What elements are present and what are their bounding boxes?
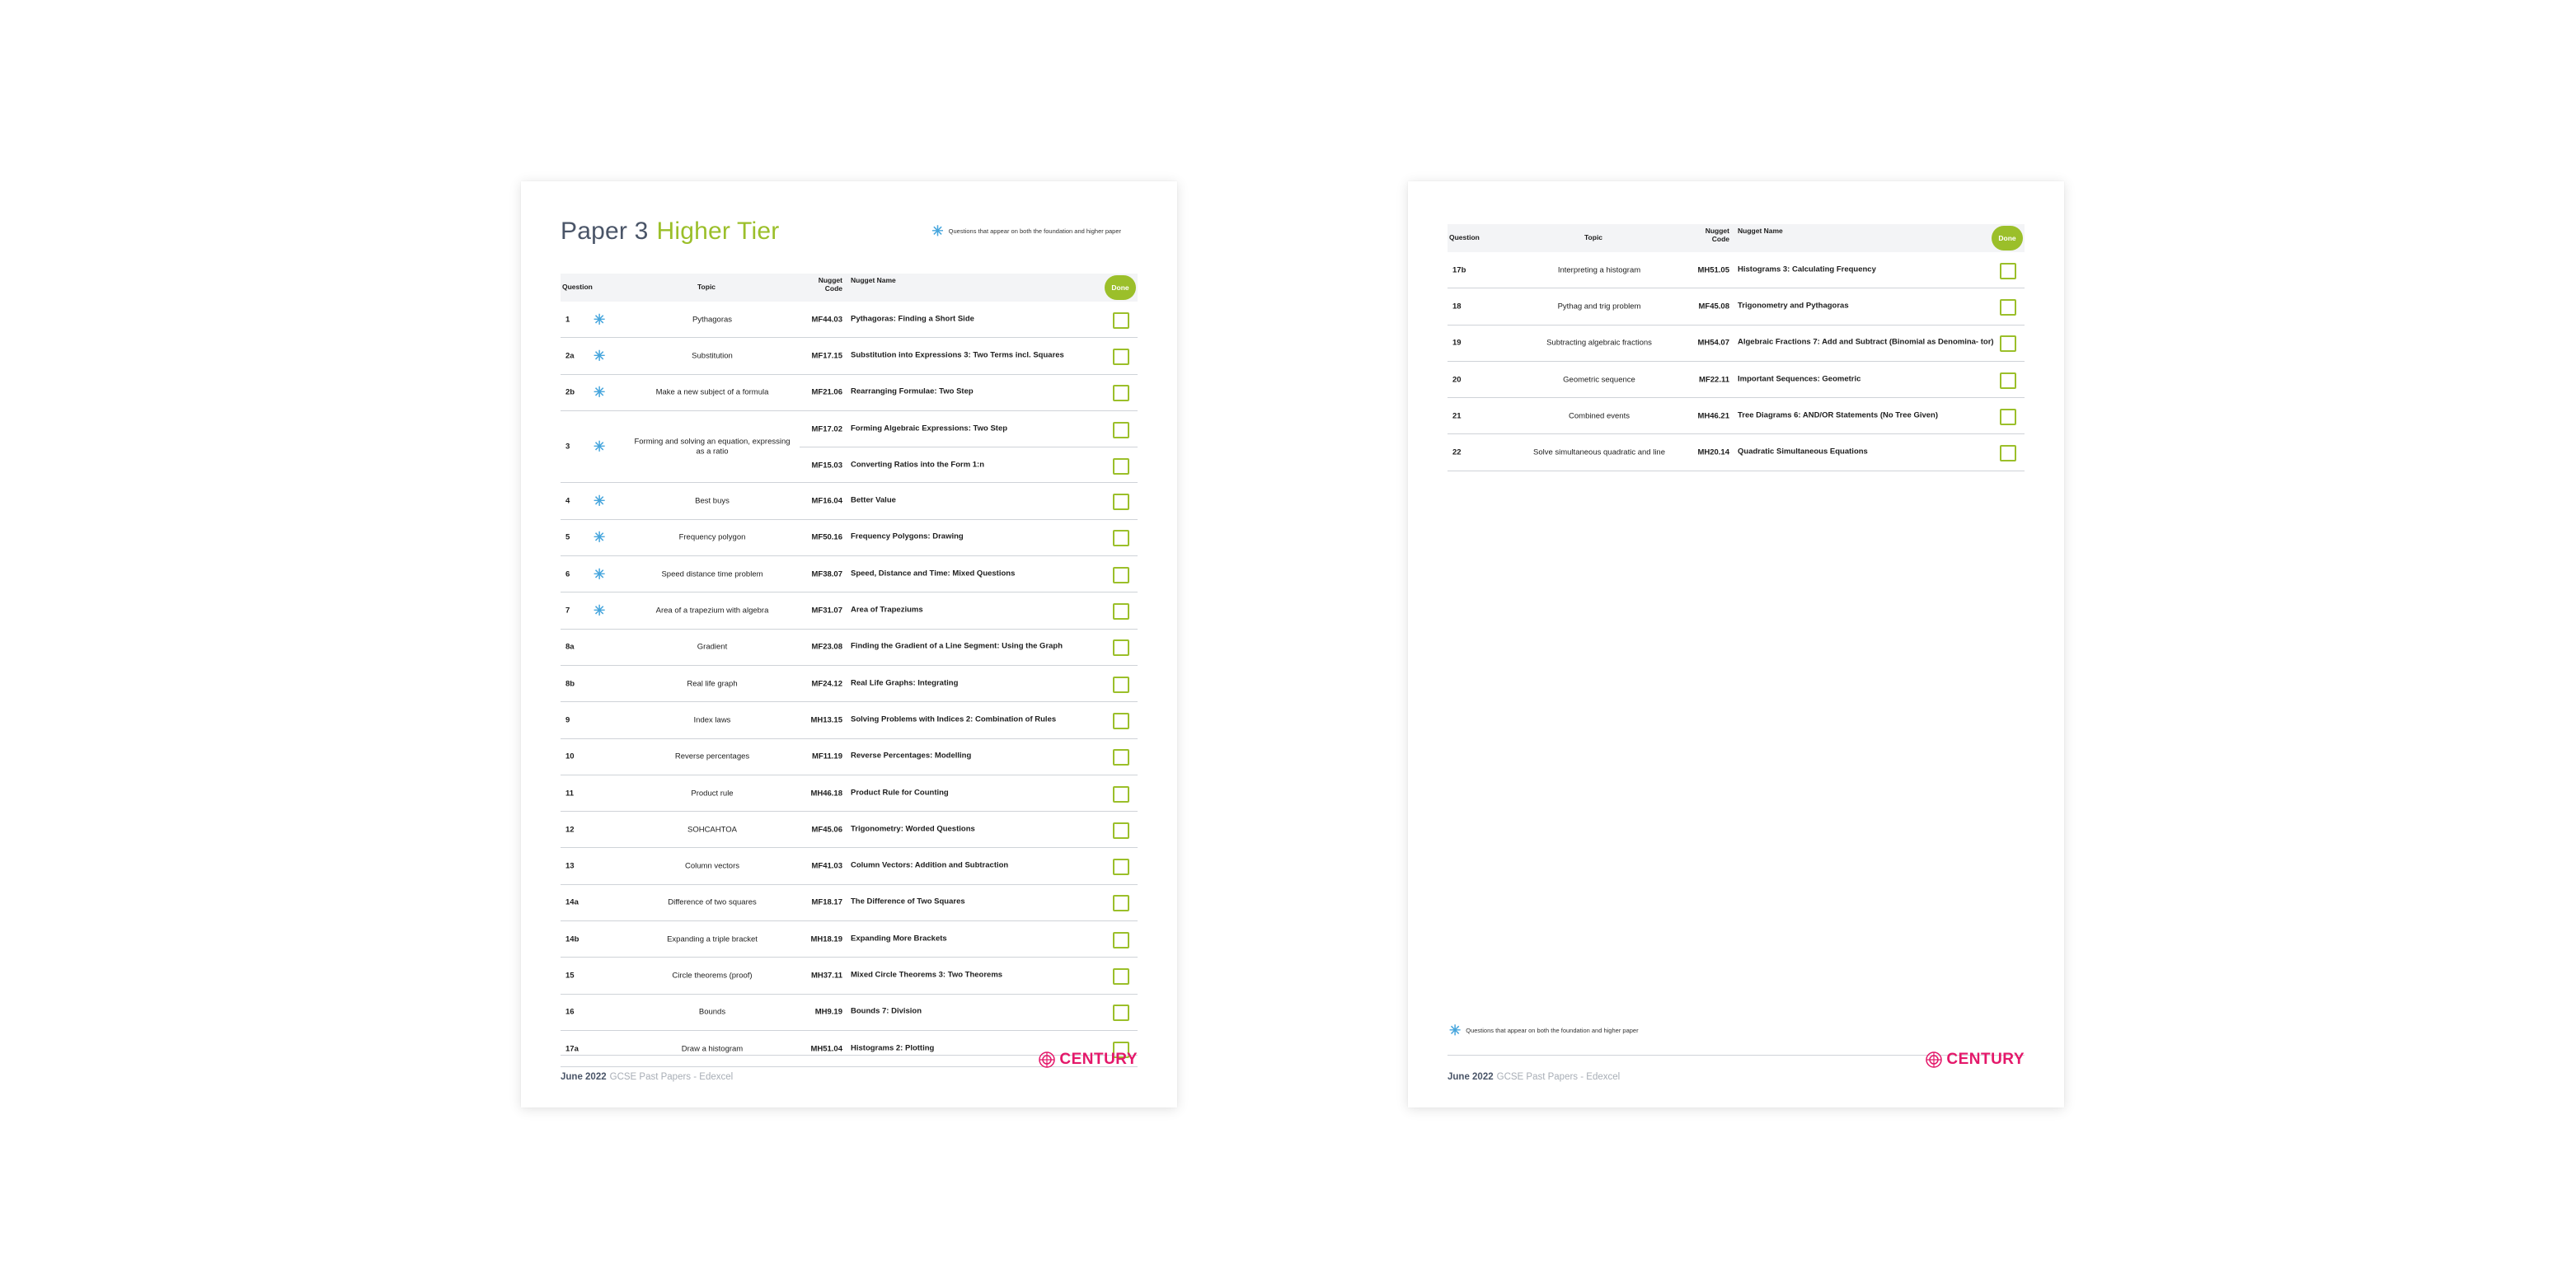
- nugget-line: [800, 520, 1138, 555]
- snowflake-icon: ✳: [931, 223, 944, 239]
- done-checkbox[interactable]: [1113, 822, 1129, 839]
- nugget-code: MF15.03: [811, 461, 842, 471]
- footer-source: GCSE Past Papers - Edexcel: [609, 1072, 734, 1082]
- done-checkbox[interactable]: [1113, 530, 1129, 546]
- topic: Pythag and trig problem: [1557, 302, 1641, 311]
- nugget-line: [800, 592, 1138, 628]
- topic: Subtracting algebraic fractions: [1546, 338, 1652, 348]
- question-table: [1448, 252, 2025, 471]
- topic: Frequency polygon: [678, 532, 746, 542]
- nugget-code: MH46.21: [1697, 411, 1729, 421]
- table-row: [1448, 252, 2025, 288]
- done-checkbox[interactable]: [2000, 299, 2016, 316]
- table-row: [561, 995, 1138, 1031]
- topic: Speed distance time problem: [661, 569, 763, 579]
- topic: Interpreting a histogram: [1557, 265, 1641, 274]
- table-row: [561, 411, 1138, 484]
- topic: Difference of two squares: [668, 897, 757, 907]
- column-done: Done: [1105, 275, 1136, 300]
- nugget-line: [800, 302, 1138, 337]
- question-number: 1: [565, 315, 570, 325]
- nugget-code: MF24.12: [811, 679, 842, 689]
- nugget-code: MF18.17: [811, 897, 842, 907]
- column-question: Question: [1449, 233, 1480, 241]
- question-number: 6: [565, 569, 570, 579]
- topic: Forming and solving an equation, expressing as a ratio: [634, 437, 791, 457]
- snowflake-icon: ✳: [594, 384, 606, 400]
- nugget-name: Solving Problems with Indices 2: Combination of Rules: [851, 714, 1057, 724]
- nugget-name: Important Sequences: Geometric: [1738, 374, 1861, 384]
- nugget-code: MF21.06: [811, 387, 842, 397]
- question-number: 3: [565, 442, 570, 452]
- question-number: 21: [1452, 411, 1462, 421]
- nugget-line: [800, 921, 1138, 957]
- topic: Solve simultaneous quadratic and line: [1532, 447, 1665, 457]
- nugget-name: Reverse Percentages: Modelling: [851, 751, 972, 761]
- nugget-name: Mixed Circle Theorems 3: Two Theorems: [851, 970, 1003, 980]
- nugget-code: MH51.05: [1697, 265, 1729, 275]
- nugget-line: [800, 556, 1138, 592]
- question-number: 17b: [1452, 265, 1466, 275]
- nugget-line: [800, 483, 1138, 518]
- nugget-line: [800, 775, 1138, 811]
- question-number: 14a: [565, 897, 579, 907]
- column-nugget-name: Nugget Name: [1738, 227, 1783, 235]
- nugget-name: Histograms 2: Plotting: [851, 1043, 935, 1053]
- nugget-code: MF45.08: [1698, 302, 1729, 311]
- column-topic: Topic: [697, 283, 716, 291]
- snowflake-icon: ✳: [1449, 1023, 1462, 1038]
- question-number: 8b: [565, 679, 575, 689]
- legend-text: Questions that appear on both the foundation and higher paper: [1466, 1027, 1639, 1034]
- column-nugget-name: Nugget Name: [851, 276, 896, 284]
- nugget-name: The Difference of Two Squares: [851, 897, 965, 906]
- nugget-code: MF16.04: [811, 496, 842, 506]
- topic: Pythagoras: [692, 314, 733, 324]
- nugget-line: [800, 848, 1138, 883]
- nugget-line: [800, 411, 1138, 447]
- topic: Best buys: [695, 496, 730, 506]
- nugget-line: [1687, 434, 2025, 470]
- nugget-name: Finding the Gradient of a Line Segment: Using the Graph: [851, 641, 1063, 651]
- century-logo-text: CENTURY: [1946, 1051, 2025, 1068]
- century-logo: [1925, 1051, 2025, 1069]
- done-checkbox[interactable]: [1113, 639, 1129, 656]
- done-checkbox[interactable]: [1113, 713, 1129, 729]
- topic: Reverse percentages: [674, 752, 750, 761]
- nugget-line: [1687, 398, 2025, 433]
- nugget-code: MF22.11: [1699, 375, 1729, 385]
- topic: Geometric sequence: [1563, 374, 1635, 384]
- table-row: [561, 556, 1138, 592]
- nugget-name: Frequency Polygons: Drawing: [851, 532, 964, 541]
- question-number: 7: [565, 606, 570, 616]
- done-checkbox[interactable]: [1113, 494, 1129, 510]
- table-row: [1448, 434, 2025, 471]
- footer-date: June 2022: [561, 1072, 607, 1082]
- question-number: 16: [565, 1007, 575, 1017]
- nugget-name: Tree Diagrams 6: AND/OR Statements (No Tree Given): [1738, 410, 1939, 420]
- done-checkbox[interactable]: [2000, 409, 2016, 425]
- nugget-code: MH20.14: [1697, 447, 1729, 457]
- nugget-name: Substitution into Expressions 3: Two Terms incl. Squares: [851, 350, 1064, 360]
- table-row: [561, 848, 1138, 884]
- question-number: 22: [1452, 447, 1462, 457]
- snowflake-icon: ✳: [594, 311, 606, 328]
- snowflake-icon: ✳: [594, 529, 606, 546]
- nugget-code: MF50.16: [811, 532, 842, 542]
- nugget-name: Trigonometry: Worded Questions: [851, 824, 975, 834]
- question-number: 14b: [565, 934, 579, 944]
- nugget-line: [1687, 362, 2025, 397]
- nugget-line: [800, 447, 1138, 483]
- table-row: [561, 702, 1138, 738]
- nugget-code: MF31.07: [811, 606, 842, 616]
- nugget-line: [800, 812, 1138, 847]
- footer: [561, 1051, 1138, 1097]
- topic: Real life graph: [687, 678, 738, 688]
- legend-text: Questions that appear on both the foundation and higher paper: [948, 227, 1121, 235]
- column-nugget-code: Nugget Code: [1705, 227, 1729, 243]
- nugget-name: Histograms 3: Calculating Frequency: [1738, 265, 1876, 274]
- table-row: [561, 302, 1138, 338]
- legend: [931, 224, 1121, 238]
- table-row: [561, 592, 1138, 629]
- topic: Index laws: [693, 715, 731, 725]
- nugget-line: [800, 739, 1138, 775]
- table-row: [561, 885, 1138, 921]
- table-row: [1448, 288, 2025, 325]
- nugget-name: Converting Ratios into the Form 1:n: [851, 460, 985, 470]
- question-number: 19: [1452, 338, 1462, 348]
- topic: Expanding a triple bracket: [667, 934, 758, 944]
- done-checkbox[interactable]: [2000, 445, 2016, 461]
- done-checkbox[interactable]: [2000, 263, 2016, 279]
- done-checkbox[interactable]: [1113, 422, 1129, 438]
- done-checkbox[interactable]: [1113, 968, 1129, 985]
- nugget-name: Rearranging Formulae: Two Step: [851, 386, 974, 396]
- century-logo-icon: [1038, 1051, 1056, 1069]
- nugget-name: Product Rule for Counting: [851, 788, 949, 798]
- nugget-line: [800, 702, 1138, 738]
- nugget-name: Bounds 7: Division: [851, 1006, 922, 1016]
- nugget-code: MH46.18: [810, 789, 842, 798]
- topic: Combined events: [1569, 411, 1630, 421]
- page-title-paper: Paper 3: [561, 218, 649, 245]
- topic: Draw a histogram: [681, 1043, 744, 1053]
- nugget-line: [800, 630, 1138, 665]
- question-number: 2a: [565, 351, 575, 361]
- nugget-code: MF17.15: [811, 351, 842, 361]
- nugget-name: Column Vectors: Addition and Subtraction: [851, 860, 1009, 870]
- nugget-name: Expanding More Brackets: [851, 934, 947, 944]
- done-checkbox[interactable]: [1113, 385, 1129, 401]
- table-row: [561, 375, 1138, 411]
- snowflake-icon: ✳: [594, 602, 606, 619]
- column-done: Done: [1992, 226, 2023, 251]
- nugget-name: Quadratic Simultaneous Equations: [1738, 447, 1868, 457]
- nugget-code: MF11.19: [812, 752, 842, 761]
- question-number: 20: [1452, 375, 1462, 385]
- nugget-code: MH9.19: [814, 1007, 842, 1017]
- topic: Product rule: [691, 788, 734, 798]
- nugget-code: MH37.11: [810, 971, 842, 981]
- table-row: [1448, 326, 2025, 362]
- topic: Bounds: [698, 1007, 726, 1017]
- question-table: [561, 302, 1138, 1067]
- snowflake-icon: ✳: [594, 348, 606, 364]
- table-row: [561, 775, 1138, 812]
- nugget-name: Trigonometry and Pythagoras: [1738, 301, 1849, 311]
- done-checkbox[interactable]: [1113, 312, 1129, 329]
- table-row: [561, 483, 1138, 519]
- column-header: [1448, 224, 2025, 252]
- footer: [1448, 1051, 2025, 1097]
- nugget-code: MF45.06: [811, 825, 842, 835]
- snowflake-icon: ✳: [594, 493, 606, 509]
- century-logo: [1038, 1051, 1138, 1069]
- topic: Make a new subject of a formula: [655, 387, 769, 397]
- table-row: [561, 666, 1138, 702]
- table-row: [561, 921, 1138, 958]
- nugget-line: [1687, 288, 2025, 324]
- question-number: 10: [565, 752, 575, 761]
- done-checkbox[interactable]: [2000, 335, 2016, 352]
- table-row: [561, 958, 1138, 994]
- century-logo-icon: [1925, 1051, 1943, 1069]
- question-number: 15: [565, 971, 575, 981]
- nugget-line: [800, 885, 1138, 920]
- nugget-code: MH18.19: [810, 934, 842, 944]
- done-checkbox[interactable]: [1113, 677, 1129, 693]
- snowflake-icon: ✳: [594, 438, 606, 455]
- done-checkbox[interactable]: [2000, 372, 2016, 389]
- nugget-code: MH54.07: [1697, 338, 1729, 348]
- question-number: 2b: [565, 387, 575, 397]
- question-number: 18: [1452, 302, 1462, 311]
- nugget-name: Algebraic Fractions 7: Add and Subtract (Binomial as Denomina- tor): [1738, 337, 1994, 347]
- column-question: Question: [562, 283, 593, 291]
- nugget-name: Better Value: [851, 495, 896, 505]
- topic: Column vectors: [685, 861, 739, 871]
- question-number: 8a: [565, 642, 575, 652]
- done-checkbox[interactable]: [1113, 932, 1129, 948]
- century-logo-text: CENTURY: [1059, 1051, 1138, 1068]
- table-row: [561, 520, 1138, 556]
- topic: SOHCAHTOA: [687, 825, 737, 835]
- nugget-code: MF44.03: [811, 315, 842, 325]
- column-header: [561, 274, 1138, 302]
- table-row: [1448, 398, 2025, 434]
- table-row: [561, 630, 1138, 666]
- worksheet-page-1: [521, 181, 1177, 1108]
- question-number: 12: [565, 825, 575, 835]
- nugget-name: Real Life Graphs: Integrating: [851, 678, 959, 688]
- table-row: [1448, 362, 2025, 398]
- nugget-line: [800, 995, 1138, 1030]
- nugget-code: MH51.04: [810, 1044, 842, 1054]
- done-checkbox[interactable]: [1113, 603, 1129, 620]
- done-checkbox[interactable]: [1113, 749, 1129, 766]
- question-number: 5: [565, 532, 570, 542]
- nugget-name: Pythagoras: Finding a Short Side: [851, 314, 974, 324]
- nugget-line: [800, 958, 1138, 993]
- page-title: [561, 218, 779, 246]
- question-number: 4: [565, 496, 570, 506]
- nugget-code: MF23.08: [811, 642, 842, 652]
- nugget-name: Speed, Distance and Time: Mixed Questions: [851, 569, 1016, 578]
- nugget-code: MF41.03: [811, 861, 842, 871]
- footer-text: [561, 1072, 733, 1082]
- done-checkbox[interactable]: [1113, 895, 1129, 911]
- worksheet-page-2: [1408, 181, 2064, 1108]
- done-checkbox[interactable]: [1113, 1005, 1129, 1021]
- legend: [1449, 1023, 1639, 1037]
- snowflake-icon: ✳: [594, 566, 606, 583]
- question-number: 11: [565, 789, 575, 798]
- nugget-line: [1687, 326, 2025, 361]
- nugget-name: Area of Trapeziums: [851, 605, 923, 615]
- nugget-line: [1687, 252, 2025, 288]
- column-nugget-code: Nugget Code: [818, 276, 842, 293]
- nugget-line: [800, 375, 1138, 410]
- question-number: 13: [565, 861, 575, 871]
- column-topic: Topic: [1584, 233, 1603, 241]
- nugget-line: [800, 666, 1138, 701]
- done-checkbox[interactable]: [1113, 349, 1129, 365]
- topic: Area of a trapezium with algebra: [655, 606, 769, 616]
- footer-date: June 2022: [1448, 1072, 1494, 1082]
- topic: Circle theorems (proof): [672, 971, 753, 981]
- done-checkbox[interactable]: [1113, 786, 1129, 803]
- done-checkbox[interactable]: [1113, 859, 1129, 875]
- question-number: 17a: [565, 1044, 579, 1054]
- footer-source: GCSE Past Papers - Edexcel: [1496, 1072, 1621, 1082]
- topic: Substitution: [692, 351, 733, 361]
- footer-text: [1448, 1072, 1620, 1082]
- table-row: [561, 739, 1138, 775]
- nugget-code: MF17.02: [811, 424, 842, 434]
- nugget-code: MF38.07: [811, 569, 842, 579]
- question-number: 9: [565, 715, 570, 725]
- table-row: [561, 812, 1138, 848]
- nugget-name: Forming Algebraic Expressions: Two Step: [851, 424, 1008, 433]
- page-title-tier: Higher Tier: [656, 218, 780, 245]
- done-checkbox[interactable]: [1113, 458, 1129, 475]
- table-row: [561, 338, 1138, 374]
- nugget-code: MH13.15: [810, 715, 842, 725]
- nugget-line: [800, 338, 1138, 373]
- done-checkbox[interactable]: [1113, 567, 1129, 583]
- topic: Gradient: [697, 642, 728, 652]
